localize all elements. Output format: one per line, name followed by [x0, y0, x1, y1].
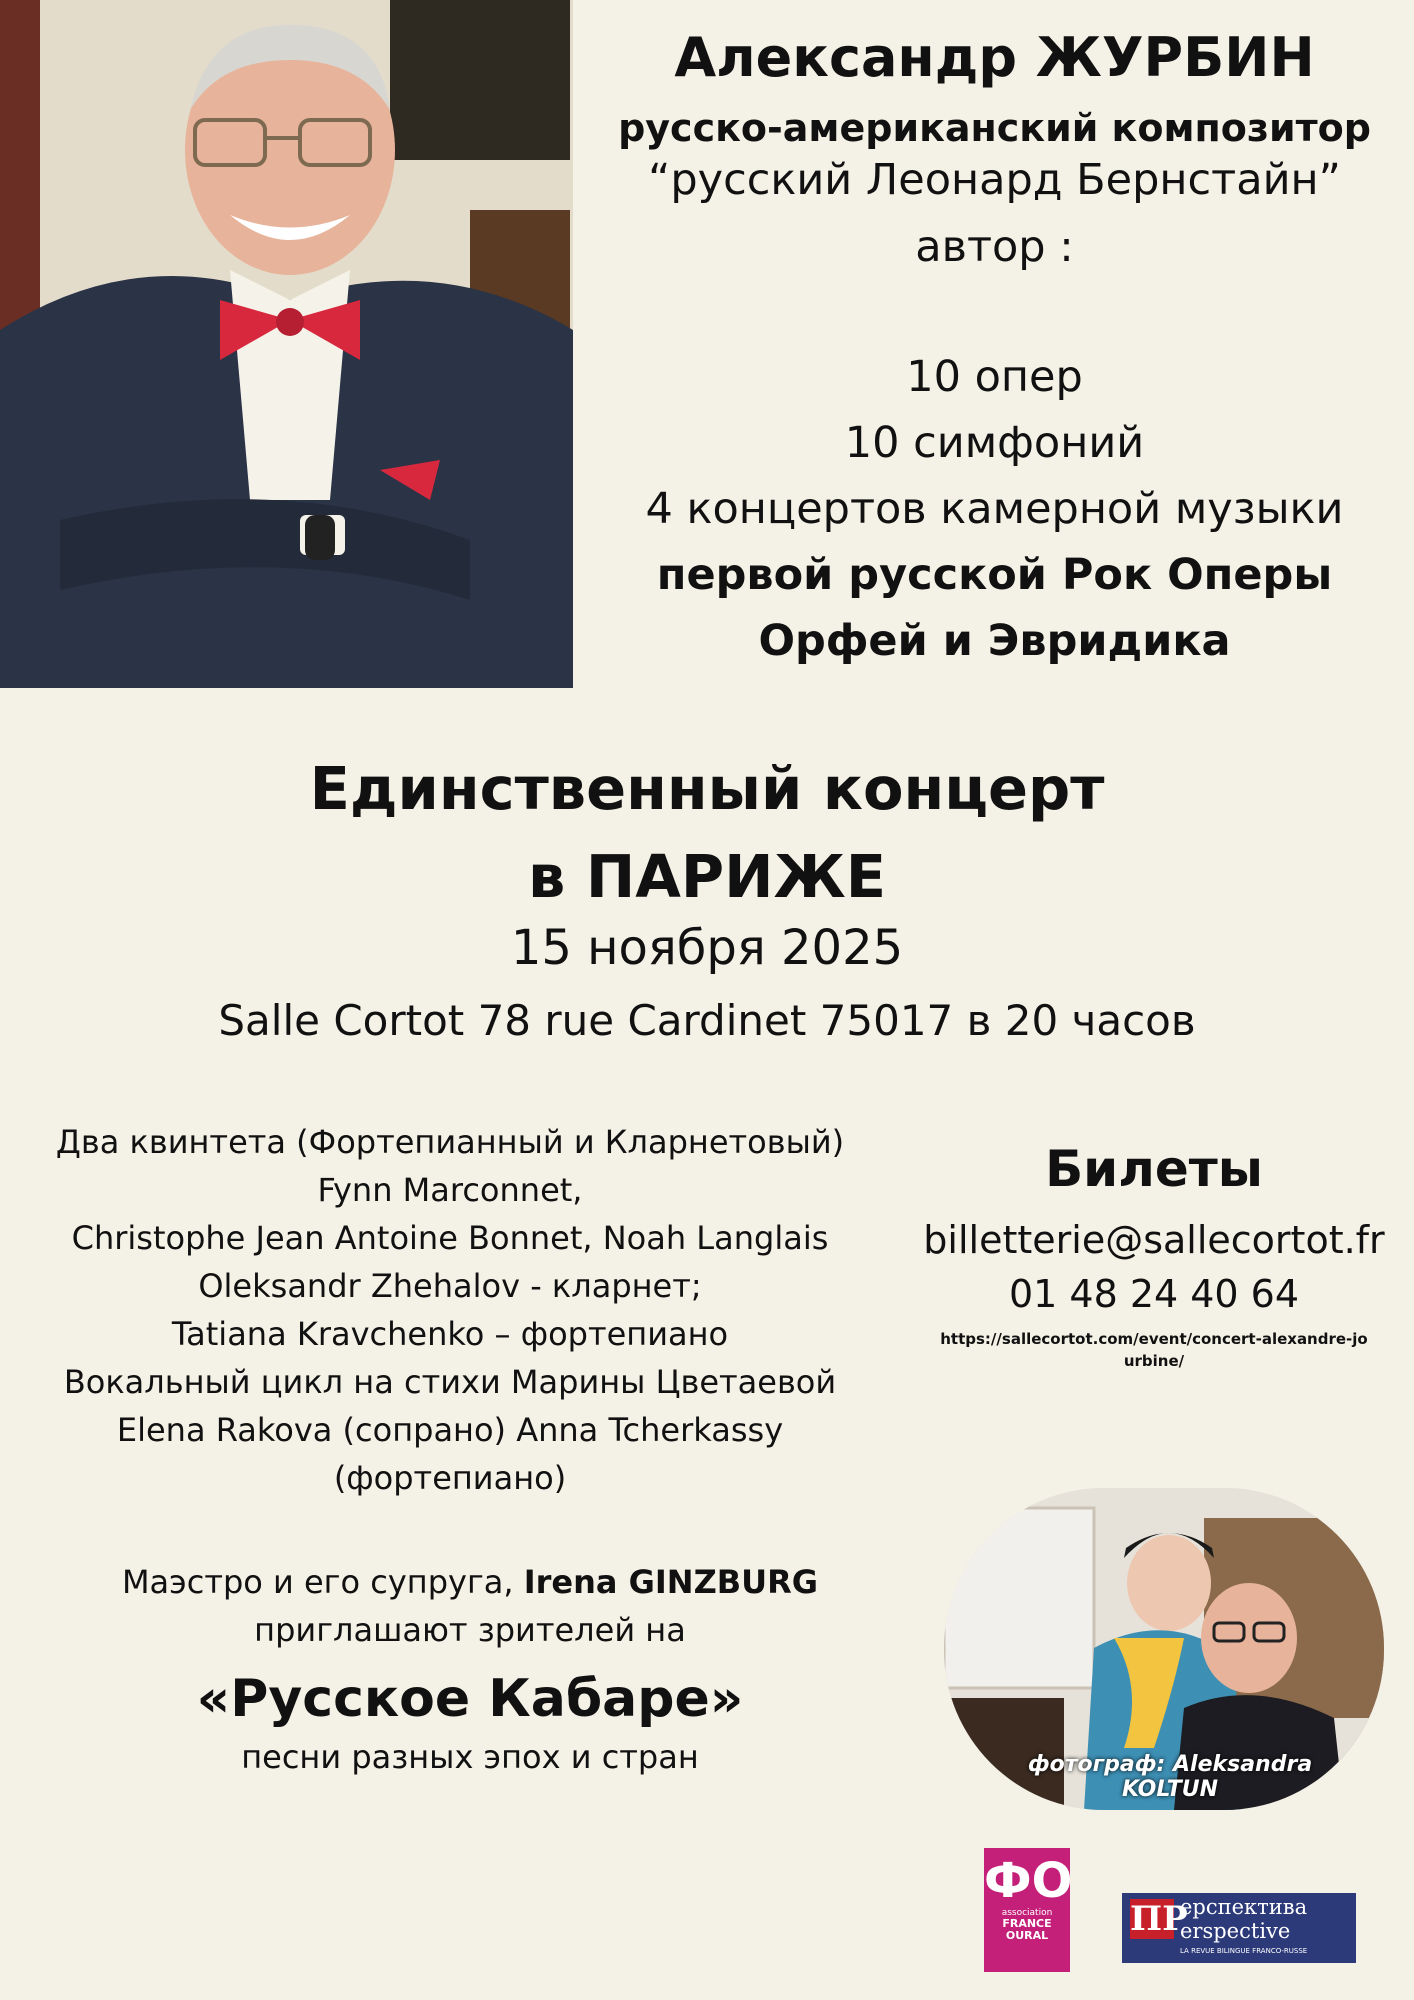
perspective-logo-text: ерспектива [1180, 1895, 1308, 1919]
composer-alias: “русский Леонард Бернстайн” [648, 155, 1341, 205]
perspective-logo-text: erspective [1180, 1919, 1291, 1943]
perspective-logo-mark: ПР [1130, 1899, 1188, 1939]
program-line: (фортепиано) [333, 1459, 567, 1497]
concert-title-line: Единственный концерт [309, 754, 1105, 823]
concert-title [0, 745, 1414, 921]
portrait-illustration [0, 0, 573, 688]
cabaret-invite-line [60, 1558, 880, 1606]
composer-name: Александр ЖУРБИН [674, 26, 1315, 89]
work-item: 4 концертов камерной музыки [645, 484, 1344, 534]
concert-venue: Salle Cortot 78 rue Cardinet 75017 в 20 часов [218, 996, 1196, 1045]
program-line: Два квинтета (Фортепианный и Кларнетовый) [55, 1123, 845, 1161]
author-label: автор : [915, 222, 1074, 272]
program-line: Tatiana Kravchenko – фортепиано [171, 1315, 729, 1353]
work-item-highlight: первой русской Рок Оперы [656, 550, 1333, 600]
france-oural-logo [984, 1848, 1073, 1972]
france-oural-logo-text: association [1001, 1908, 1053, 1918]
program-line: Oleksandr Zhehalov - кларнет; [198, 1267, 702, 1305]
perspective-logo [1122, 1893, 1356, 1963]
work-item-highlight: Орфей и Эвридика [758, 616, 1231, 666]
france-oural-logo-text: OURAL [1005, 1929, 1049, 1942]
tickets-section [900, 1140, 1408, 1372]
work-item: 10 симфоний [844, 418, 1145, 468]
perspective-logo-tagline: LA REVUE BILINGUE FRANCO-RUSSE [1180, 1947, 1308, 1955]
program-line: Elena Rakova (сопрано) Anna Tcherkassy [116, 1411, 784, 1449]
program-line: Fynn Marconnet, [317, 1171, 583, 1209]
program-line: Вокальный цикл на стихи Марины Цветаевой [63, 1363, 837, 1401]
tickets-phone[interactable]: 01 48 24 40 64 [1008, 1272, 1300, 1316]
photographer-name: Aleksandra KOLTUN [1121, 1752, 1313, 1802]
works-list [575, 344, 1414, 674]
composer-role: русско-американский композитор [618, 106, 1371, 150]
france-oural-logo-text: FRANCE [1002, 1917, 1052, 1930]
composer-portrait-photo [0, 0, 573, 688]
concert-title-line: в ПАРИЖЕ [527, 842, 887, 911]
spouse-name: Irena GINZBURG [523, 1563, 819, 1601]
concert-date: 15 ноября 2025 [510, 920, 904, 976]
program-line: Christophe Jean Antoine Bonnet, Noah Langlais [71, 1219, 829, 1257]
tickets-title: Билеты [1045, 1140, 1263, 1198]
cabaret-invite-prefix: Маэстро и его супруга, [121, 1563, 524, 1601]
france-oural-logo-mark: ФO [984, 1853, 1073, 1909]
photo-credit-label: фотограф: [1027, 1752, 1173, 1777]
tickets-email-link[interactable]: billetterie@sallecortot.fr [923, 1218, 1385, 1262]
cabaret-subtitle: песни разных эпох и стран [241, 1738, 699, 1776]
cabaret-title: «Русское Кабаре» [196, 1669, 744, 1729]
program-list [40, 1118, 860, 1502]
photo-credit [990, 1752, 1350, 1802]
cabaret-invite-line2: приглашают зрителей на [254, 1611, 686, 1649]
work-item: 10 опер [906, 352, 1083, 402]
tickets-url-link[interactable]: https://sallecortot.com/event/concert-alexandre-jourbine/ [940, 1330, 1368, 1370]
cabaret-section [60, 1558, 880, 1776]
